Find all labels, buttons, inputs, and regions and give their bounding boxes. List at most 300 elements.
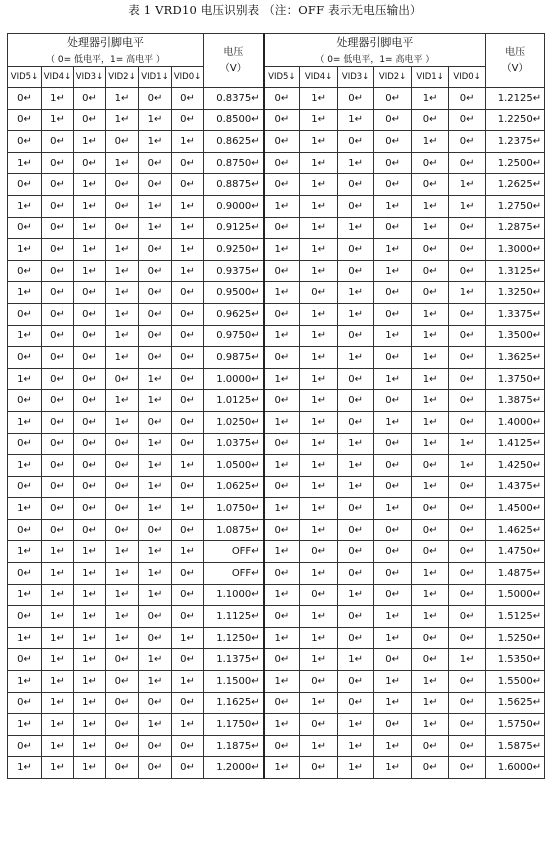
left-bit-vid1: 1↵ bbox=[139, 671, 172, 693]
table-row bbox=[8, 692, 545, 714]
right-bit-vid1: 0↵ bbox=[412, 455, 449, 477]
table-row bbox=[8, 217, 545, 239]
right-bit-vid4: 1↵ bbox=[300, 152, 338, 174]
left-bit-vid2: 1↵ bbox=[106, 260, 139, 282]
right-bit-vid1: 1↵ bbox=[412, 411, 449, 433]
table-row bbox=[8, 152, 545, 174]
left-bit-vid3: 0↵ bbox=[74, 152, 106, 174]
left-bit-vid2: 1↵ bbox=[106, 109, 139, 131]
left-voltage-value: 1.0375↵ bbox=[204, 433, 264, 455]
left-bit-vid3: 0↵ bbox=[74, 390, 106, 412]
left-bit-vid0: 1↵ bbox=[172, 627, 204, 649]
left-voltage-value: 0.9375↵ bbox=[204, 260, 264, 282]
right-bit-vid3: 1↵ bbox=[338, 347, 374, 369]
right-voltage-value: 1.4000↵ bbox=[486, 411, 545, 433]
left-bit-vid0: 1↵ bbox=[172, 260, 204, 282]
left-bit-vid3: 1↵ bbox=[74, 671, 106, 693]
left-bit-vid1: 1↵ bbox=[139, 433, 172, 455]
left-bit-vid0: 0↵ bbox=[172, 519, 204, 541]
right-voltage-value: 1.4250↵ bbox=[486, 455, 545, 477]
right-bit-vid1: 0↵ bbox=[412, 735, 449, 757]
left-bit-vid3: 0↵ bbox=[74, 303, 106, 325]
right-voltage-value: 1.2250↵ bbox=[486, 109, 545, 131]
left-bit-vid5: 0↵ bbox=[8, 390, 42, 412]
table-row bbox=[8, 390, 545, 412]
right-bit-vid2: 0↵ bbox=[374, 390, 412, 412]
right-bit-vid0: 0↵ bbox=[449, 152, 486, 174]
right-bit-vid0: 0↵ bbox=[449, 217, 486, 239]
table-row bbox=[8, 627, 545, 649]
right-bit-vid5: 0↵ bbox=[264, 563, 300, 585]
left-bit-vid5: 0↵ bbox=[8, 109, 42, 131]
left-bit-vid0: 0↵ bbox=[172, 303, 204, 325]
right-bit-vid5: 1↵ bbox=[264, 282, 300, 304]
left-bit-vid2: 1↵ bbox=[106, 606, 139, 628]
right-voltage-value: 1.3250↵ bbox=[486, 282, 545, 304]
voltage-title: 电压 bbox=[223, 46, 244, 58]
voltage-title: 电压 bbox=[505, 46, 526, 58]
right-voltage-value: 1.3000↵ bbox=[486, 239, 545, 261]
right-bit-vid4: 1↵ bbox=[300, 455, 338, 477]
left-voltage-value: 0.8625↵ bbox=[204, 131, 264, 153]
right-bit-vid0: 0↵ bbox=[449, 584, 486, 606]
left-bit-vid2: 0↵ bbox=[106, 476, 139, 498]
right-bit-vid1: 1↵ bbox=[412, 347, 449, 369]
left-col-vid0: VID0↓ bbox=[172, 67, 204, 88]
right-bit-vid2: 0↵ bbox=[374, 649, 412, 671]
right-bit-vid5: 0↵ bbox=[264, 649, 300, 671]
left-bit-vid5: 0↵ bbox=[8, 606, 42, 628]
left-bit-vid0: 0↵ bbox=[172, 282, 204, 304]
right-bit-vid1: 0↵ bbox=[412, 282, 449, 304]
right-bit-vid5: 0↵ bbox=[264, 476, 300, 498]
left-bit-vid5: 0↵ bbox=[8, 563, 42, 585]
left-bit-vid1: 0↵ bbox=[139, 627, 172, 649]
right-bit-vid4: 1↵ bbox=[300, 606, 338, 628]
left-bit-vid2: 0↵ bbox=[106, 455, 139, 477]
left-col-vid3: VID3↓ bbox=[74, 67, 106, 88]
right-bit-vid3: 1↵ bbox=[338, 109, 374, 131]
left-bit-vid2: 1↵ bbox=[106, 239, 139, 261]
right-voltage-value: 1.2750↵ bbox=[486, 195, 545, 217]
right-bit-vid0: 0↵ bbox=[449, 519, 486, 541]
left-bit-vid3: 1↵ bbox=[74, 649, 106, 671]
right-bit-vid3: 1↵ bbox=[338, 735, 374, 757]
left-bit-vid4: 0↵ bbox=[42, 347, 74, 369]
left-bit-vid5: 1↵ bbox=[8, 541, 42, 563]
left-bit-vid1: 1↵ bbox=[139, 390, 172, 412]
right-bit-vid5: 1↵ bbox=[264, 195, 300, 217]
left-voltage-value: 0.9500↵ bbox=[204, 282, 264, 304]
left-bit-vid5: 0↵ bbox=[8, 476, 42, 498]
left-bit-vid3: 0↵ bbox=[74, 476, 106, 498]
left-bit-vid4: 0↵ bbox=[42, 325, 74, 347]
left-bit-vid0: 0↵ bbox=[172, 109, 204, 131]
right-voltage-value: 1.5625↵ bbox=[486, 692, 545, 714]
left-bit-vid5: 1↵ bbox=[8, 498, 42, 520]
right-bit-vid3: 1↵ bbox=[338, 476, 374, 498]
right-col-vid4: VID4↓ bbox=[300, 67, 338, 88]
left-bit-vid1: 1↵ bbox=[139, 714, 172, 736]
table-row bbox=[8, 411, 545, 433]
table-row bbox=[8, 239, 545, 261]
right-bit-vid3: 1↵ bbox=[338, 433, 374, 455]
left-bit-vid2: 1↵ bbox=[106, 88, 139, 110]
left-voltage-value: 1.2000↵ bbox=[204, 757, 264, 779]
left-bit-vid5: 0↵ bbox=[8, 303, 42, 325]
left-bit-vid4: 1↵ bbox=[42, 541, 74, 563]
right-bit-vid5: 0↵ bbox=[264, 260, 300, 282]
right-bit-vid5: 0↵ bbox=[264, 433, 300, 455]
left-bit-vid1: 1↵ bbox=[139, 584, 172, 606]
right-bit-vid5: 1↵ bbox=[264, 714, 300, 736]
right-voltage-value: 1.4500↵ bbox=[486, 498, 545, 520]
right-voltage-value: 1.3875↵ bbox=[486, 390, 545, 412]
right-bit-vid2: 1↵ bbox=[374, 239, 412, 261]
right-bit-vid2: 0↵ bbox=[374, 433, 412, 455]
left-voltage-value: 1.0000↵ bbox=[204, 368, 264, 390]
left-bit-vid4: 1↵ bbox=[42, 692, 74, 714]
right-bit-vid4: 1↵ bbox=[300, 88, 338, 110]
left-bit-vid1: 0↵ bbox=[139, 260, 172, 282]
left-col-vid4: VID4↓ bbox=[42, 67, 74, 88]
left-col-vid5: VID5↓ bbox=[8, 67, 42, 88]
right-bit-vid3: 0↵ bbox=[338, 239, 374, 261]
right-bit-vid2: 0↵ bbox=[374, 584, 412, 606]
left-bit-vid3: 1↵ bbox=[74, 174, 106, 196]
left-bit-vid4: 0↵ bbox=[42, 368, 74, 390]
left-bit-vid1: 1↵ bbox=[139, 195, 172, 217]
left-bit-vid0: 0↵ bbox=[172, 735, 204, 757]
left-bit-vid1: 0↵ bbox=[139, 303, 172, 325]
left-bit-vid0: 0↵ bbox=[172, 390, 204, 412]
right-bit-vid3: 0↵ bbox=[338, 390, 374, 412]
left-bit-vid5: 0↵ bbox=[8, 217, 42, 239]
left-bit-vid2: 0↵ bbox=[106, 498, 139, 520]
left-bit-vid1: 1↵ bbox=[139, 109, 172, 131]
left-voltage-value: 1.1125↵ bbox=[204, 606, 264, 628]
right-bit-vid2: 1↵ bbox=[374, 325, 412, 347]
left-bit-vid4: 1↵ bbox=[42, 563, 74, 585]
right-bit-vid4: 0↵ bbox=[300, 671, 338, 693]
left-bit-vid0: 1↵ bbox=[172, 498, 204, 520]
right-bit-vid1: 1↵ bbox=[412, 714, 449, 736]
left-bit-vid4: 0↵ bbox=[42, 260, 74, 282]
right-bit-vid1: 0↵ bbox=[412, 109, 449, 131]
right-bit-vid0: 0↵ bbox=[449, 498, 486, 520]
right-bit-vid3: 0↵ bbox=[338, 88, 374, 110]
left-bit-vid0: 1↵ bbox=[172, 714, 204, 736]
right-bit-vid2: 0↵ bbox=[374, 541, 412, 563]
right-bit-vid1: 0↵ bbox=[412, 174, 449, 196]
left-bit-vid2: 0↵ bbox=[106, 735, 139, 757]
right-bit-vid3: 0↵ bbox=[338, 606, 374, 628]
right-bit-vid1: 1↵ bbox=[412, 476, 449, 498]
right-col-vid1: VID1↓ bbox=[412, 67, 449, 88]
right-bit-vid2: 1↵ bbox=[374, 692, 412, 714]
right-voltage-value: 1.4375↵ bbox=[486, 476, 545, 498]
right-voltage-value: 1.4625↵ bbox=[486, 519, 545, 541]
left-bit-vid0: 0↵ bbox=[172, 606, 204, 628]
left-bit-vid1: 1↵ bbox=[139, 541, 172, 563]
right-bit-vid1: 1↵ bbox=[412, 368, 449, 390]
right-bit-vid2: 0↵ bbox=[374, 152, 412, 174]
right-bit-vid3: 1↵ bbox=[338, 455, 374, 477]
right-bit-vid3: 1↵ bbox=[338, 649, 374, 671]
right-bit-vid4: 1↵ bbox=[300, 735, 338, 757]
right-bit-vid3: 1↵ bbox=[338, 303, 374, 325]
right-voltage-value: 1.5350↵ bbox=[486, 649, 545, 671]
left-bit-vid1: 0↵ bbox=[139, 735, 172, 757]
left-bit-vid2: 0↵ bbox=[106, 692, 139, 714]
right-bit-vid0: 0↵ bbox=[449, 563, 486, 585]
left-bit-vid5: 1↵ bbox=[8, 411, 42, 433]
table-row bbox=[8, 109, 545, 131]
right-bit-vid0: 0↵ bbox=[449, 627, 486, 649]
right-bit-vid1: 1↵ bbox=[412, 195, 449, 217]
right-voltage-value: 1.6000↵ bbox=[486, 757, 545, 779]
left-voltage-value: 1.0875↵ bbox=[204, 519, 264, 541]
left-bit-vid2: 0↵ bbox=[106, 649, 139, 671]
right-bit-vid5: 0↵ bbox=[264, 692, 300, 714]
right-bit-vid2: 1↵ bbox=[374, 260, 412, 282]
right-col-vid3: VID3↓ bbox=[338, 67, 374, 88]
left-bit-vid2: 1↵ bbox=[106, 411, 139, 433]
vid-voltage-table bbox=[7, 33, 545, 779]
right-bit-vid5: 0↵ bbox=[264, 390, 300, 412]
left-bit-vid5: 1↵ bbox=[8, 455, 42, 477]
right-bit-vid0: 1↵ bbox=[449, 174, 486, 196]
right-bit-vid4: 1↵ bbox=[300, 260, 338, 282]
right-bit-vid4: 1↵ bbox=[300, 692, 338, 714]
right-bit-vid5: 0↵ bbox=[264, 347, 300, 369]
left-bit-vid5: 1↵ bbox=[8, 239, 42, 261]
right-bit-vid1: 1↵ bbox=[412, 217, 449, 239]
left-bit-vid3: 1↵ bbox=[74, 260, 106, 282]
right-bit-vid4: 1↵ bbox=[300, 239, 338, 261]
left-bit-vid4: 0↵ bbox=[42, 239, 74, 261]
left-bit-vid2: 1↵ bbox=[106, 584, 139, 606]
right-bit-vid1: 1↵ bbox=[412, 692, 449, 714]
left-bit-vid3: 1↵ bbox=[74, 131, 106, 153]
left-bit-vid2: 0↵ bbox=[106, 714, 139, 736]
left-bit-vid0: 0↵ bbox=[172, 411, 204, 433]
right-bit-vid2: 1↵ bbox=[374, 498, 412, 520]
left-col-vid1: VID1↓ bbox=[139, 67, 172, 88]
left-bit-vid5: 1↵ bbox=[8, 671, 42, 693]
left-bit-vid0: 1↵ bbox=[172, 217, 204, 239]
right-bit-vid1: 0↵ bbox=[412, 757, 449, 779]
left-bit-vid5: 0↵ bbox=[8, 88, 42, 110]
right-bit-vid0: 1↵ bbox=[449, 433, 486, 455]
voltage-unit: （V） bbox=[219, 62, 247, 74]
left-bit-vid0: 0↵ bbox=[172, 88, 204, 110]
left-voltage-value: 0.8750↵ bbox=[204, 152, 264, 174]
right-bit-vid5: 0↵ bbox=[264, 519, 300, 541]
right-bit-vid3: 1↵ bbox=[338, 584, 374, 606]
right-bit-vid0: 1↵ bbox=[449, 282, 486, 304]
left-bit-vid5: 1↵ bbox=[8, 627, 42, 649]
right-bit-vid4: 0↵ bbox=[300, 282, 338, 304]
left-bit-vid4: 0↵ bbox=[42, 174, 74, 196]
left-bit-vid0: 0↵ bbox=[172, 584, 204, 606]
right-voltage-value: 1.2625↵ bbox=[486, 174, 545, 196]
left-bit-vid0: 0↵ bbox=[172, 368, 204, 390]
left-bit-vid5: 1↵ bbox=[8, 325, 42, 347]
right-voltage-value: 1.2375↵ bbox=[486, 131, 545, 153]
right-bit-vid2: 1↵ bbox=[374, 735, 412, 757]
right-group-header bbox=[264, 34, 486, 67]
table-row bbox=[8, 606, 545, 628]
left-bit-vid1: 0↵ bbox=[139, 88, 172, 110]
right-bit-vid5: 0↵ bbox=[264, 303, 300, 325]
right-voltage-value: 1.3125↵ bbox=[486, 260, 545, 282]
left-voltage-value: 0.9000↵ bbox=[204, 195, 264, 217]
right-bit-vid5: 1↵ bbox=[264, 627, 300, 649]
right-bit-vid4: 1↵ bbox=[300, 303, 338, 325]
voltage-unit: （V） bbox=[501, 62, 529, 74]
left-bit-vid4: 1↵ bbox=[42, 627, 74, 649]
table-row bbox=[8, 131, 545, 153]
table-body bbox=[8, 88, 545, 779]
right-voltage-value: 1.4125↵ bbox=[486, 433, 545, 455]
right-bit-vid2: 0↵ bbox=[374, 476, 412, 498]
right-bit-vid1: 0↵ bbox=[412, 519, 449, 541]
right-bit-vid3: 0↵ bbox=[338, 131, 374, 153]
right-bit-vid5: 1↵ bbox=[264, 325, 300, 347]
left-bit-vid2: 1↵ bbox=[106, 303, 139, 325]
left-bit-vid3: 0↵ bbox=[74, 282, 106, 304]
left-bit-vid1: 1↵ bbox=[139, 563, 172, 585]
right-bit-vid3: 0↵ bbox=[338, 692, 374, 714]
right-bit-vid2: 0↵ bbox=[374, 347, 412, 369]
left-bit-vid5: 0↵ bbox=[8, 519, 42, 541]
left-bit-vid5: 0↵ bbox=[8, 131, 42, 153]
right-bit-vid4: 1↵ bbox=[300, 498, 338, 520]
left-bit-vid2: 1↵ bbox=[106, 627, 139, 649]
left-bit-vid0: 0↵ bbox=[172, 692, 204, 714]
left-bit-vid0: 0↵ bbox=[172, 174, 204, 196]
left-bit-vid4: 0↵ bbox=[42, 303, 74, 325]
right-voltage-value: 1.3750↵ bbox=[486, 368, 545, 390]
right-voltage-value: 1.5750↵ bbox=[486, 714, 545, 736]
right-bit-vid0: 0↵ bbox=[449, 88, 486, 110]
right-bit-vid4: 1↵ bbox=[300, 368, 338, 390]
left-bit-vid0: 1↵ bbox=[172, 455, 204, 477]
right-voltage-value: 1.2875↵ bbox=[486, 217, 545, 239]
left-bit-vid3: 1↵ bbox=[74, 714, 106, 736]
left-voltage-value: OFF↵ bbox=[204, 563, 264, 585]
left-voltage-value: 1.1250↵ bbox=[204, 627, 264, 649]
right-bit-vid1: 1↵ bbox=[412, 390, 449, 412]
left-bit-vid5: 0↵ bbox=[8, 174, 42, 196]
left-bit-vid5: 0↵ bbox=[8, 735, 42, 757]
left-bit-vid3: 0↵ bbox=[74, 498, 106, 520]
left-bit-vid3: 1↵ bbox=[74, 541, 106, 563]
right-voltage-value: 1.5125↵ bbox=[486, 606, 545, 628]
left-bit-vid5: 1↵ bbox=[8, 195, 42, 217]
right-bit-vid5: 1↵ bbox=[264, 498, 300, 520]
right-bit-vid3: 0↵ bbox=[338, 195, 374, 217]
right-bit-vid2: 1↵ bbox=[374, 195, 412, 217]
table-row bbox=[8, 368, 545, 390]
right-bit-vid4: 1↵ bbox=[300, 347, 338, 369]
right-bit-vid2: 0↵ bbox=[374, 174, 412, 196]
right-bit-vid3: 0↵ bbox=[338, 671, 374, 693]
left-bit-vid0: 1↵ bbox=[172, 671, 204, 693]
left-bit-vid0: 1↵ bbox=[172, 131, 204, 153]
left-bit-vid4: 1↵ bbox=[42, 714, 74, 736]
table-row bbox=[8, 325, 545, 347]
left-bit-vid2: 0↵ bbox=[106, 174, 139, 196]
right-bit-vid4: 0↵ bbox=[300, 757, 338, 779]
right-bit-vid4: 1↵ bbox=[300, 519, 338, 541]
left-bit-vid3: 1↵ bbox=[74, 627, 106, 649]
table-row bbox=[8, 433, 545, 455]
right-bit-vid2: 0↵ bbox=[374, 714, 412, 736]
header-row bbox=[8, 34, 545, 67]
right-voltage-value: 1.5000↵ bbox=[486, 584, 545, 606]
left-bit-vid4: 0↵ bbox=[42, 217, 74, 239]
table-row bbox=[8, 714, 545, 736]
left-voltage-value: 1.1000↵ bbox=[204, 584, 264, 606]
left-bit-vid3: 1↵ bbox=[74, 606, 106, 628]
left-bit-vid4: 0↵ bbox=[42, 411, 74, 433]
left-bit-vid5: 0↵ bbox=[8, 260, 42, 282]
right-bit-vid3: 1↵ bbox=[338, 282, 374, 304]
left-voltage-value: 1.0625↵ bbox=[204, 476, 264, 498]
right-bit-vid0: 0↵ bbox=[449, 347, 486, 369]
table-row bbox=[8, 260, 545, 282]
right-bit-vid2: 0↵ bbox=[374, 217, 412, 239]
right-bit-vid0: 0↵ bbox=[449, 368, 486, 390]
right-bit-vid4: 1↵ bbox=[300, 174, 338, 196]
left-bit-vid2: 0↵ bbox=[106, 368, 139, 390]
left-bit-vid3: 1↵ bbox=[74, 692, 106, 714]
table-row bbox=[8, 649, 545, 671]
left-bit-vid2: 1↵ bbox=[106, 390, 139, 412]
left-bit-vid1: 0↵ bbox=[139, 411, 172, 433]
right-bit-vid1: 1↵ bbox=[412, 433, 449, 455]
left-bit-vid3: 1↵ bbox=[74, 195, 106, 217]
right-bit-vid0: 0↵ bbox=[449, 757, 486, 779]
table-row bbox=[8, 174, 545, 196]
left-bit-vid2: 1↵ bbox=[106, 541, 139, 563]
left-bit-vid1: 1↵ bbox=[139, 498, 172, 520]
right-bit-vid0: 0↵ bbox=[449, 735, 486, 757]
left-bit-vid4: 0↵ bbox=[42, 433, 74, 455]
right-bit-vid0: 0↵ bbox=[449, 714, 486, 736]
right-bit-vid2: 1↵ bbox=[374, 368, 412, 390]
left-bit-vid2: 0↵ bbox=[106, 519, 139, 541]
right-bit-vid4: 1↵ bbox=[300, 627, 338, 649]
right-bit-vid3: 0↵ bbox=[338, 368, 374, 390]
left-voltage-header bbox=[204, 34, 264, 88]
left-bit-vid5: 0↵ bbox=[8, 433, 42, 455]
table-row bbox=[8, 455, 545, 477]
left-voltage-value: 0.9875↵ bbox=[204, 347, 264, 369]
right-bit-vid0: 0↵ bbox=[449, 325, 486, 347]
right-bit-vid3: 0↵ bbox=[338, 325, 374, 347]
group-subtitle: （ 0= 低电平，1= 高电平 ） bbox=[46, 55, 166, 65]
left-bit-vid5: 1↵ bbox=[8, 368, 42, 390]
left-bit-vid0: 0↵ bbox=[172, 152, 204, 174]
right-bit-vid2: 1↵ bbox=[374, 411, 412, 433]
right-voltage-value: 1.4875↵ bbox=[486, 563, 545, 585]
right-bit-vid4: 1↵ bbox=[300, 563, 338, 585]
table-caption: 表 1 VRD10 电压识别表 （注：OFF 表示无电压输出） bbox=[128, 3, 422, 17]
left-col-vid2: VID2↓ bbox=[106, 67, 139, 88]
